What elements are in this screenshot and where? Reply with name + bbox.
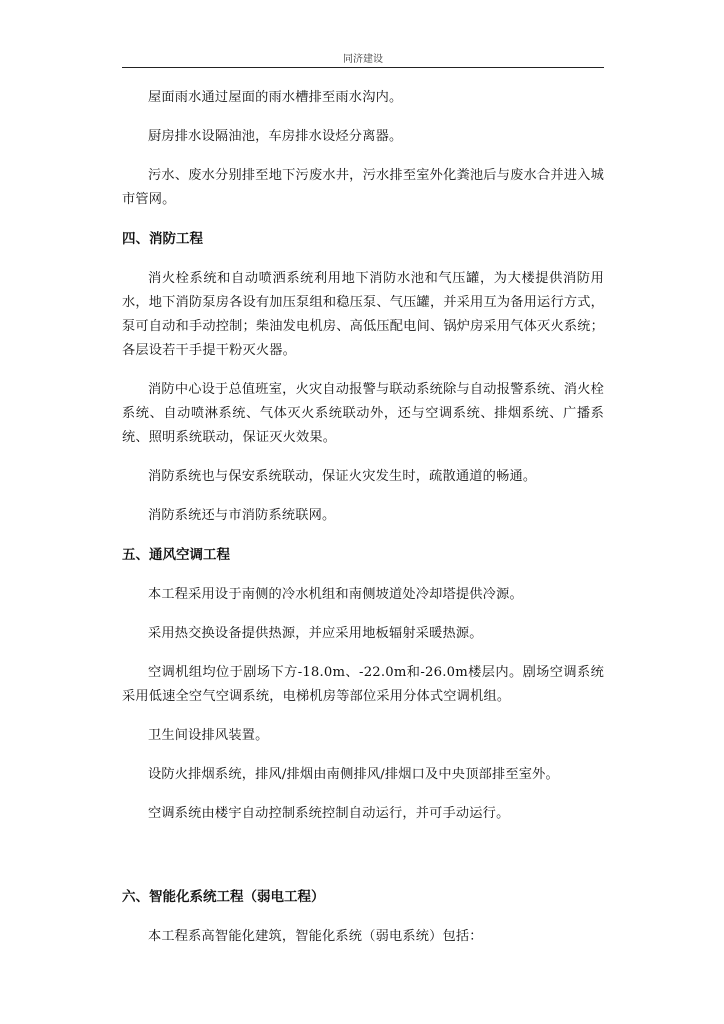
spacer [122, 841, 604, 877]
paragraph: 消防系统还与市消防系统联网。 [148, 508, 336, 523]
page-header-title: 同济建设 [343, 54, 383, 65]
paragraph: 屋面雨水通过屋面的雨水槽排至雨水沟内。 [148, 90, 403, 105]
document-body [122, 86, 604, 964]
paragraph: 消防中心设于总值班室，火灾自动报警与联动系统除与自动报警系统、消火栓系统、自动喷淋系统、气体灭火系统联动外，还与空调系统、排烟系统、广播系统、照明系统联动，保证灭火效果。 [122, 382, 604, 445]
section-heading-hvac: 五、通风空调工程 [122, 547, 230, 563]
paragraph: 空调系统由楼宇自动控制系统控制自动运行，并可手动运行。 [148, 806, 510, 821]
paragraph: 厨房排水设隔油池，车房排水设烃分离器。 [148, 129, 403, 144]
paragraph: 采用热交换设备提供热源，并应采用地板辐射采暖热源。 [148, 626, 483, 641]
paragraph: 空调机组均位于剧场下方-18.0m、-22.0m和-26.0m楼层内。剧场空调系统采用低速全空气空调系统，电梯机房等部位采用分体式空调机组。 [122, 665, 604, 704]
paragraph: 消防系统也与保安系统联动，保证火灾发生时，疏散通道的畅通。 [148, 469, 537, 484]
paragraph: 污水、废水分别排至地下污废水井，污水排至室外化粪池后与废水合并进入城市管网。 [122, 168, 604, 207]
section-heading-fire-protection: 四、消防工程 [122, 231, 203, 247]
paragraph: 本工程采用设于南侧的冷水机组和南侧坡道处冷却塔提供冷源。 [148, 587, 523, 602]
section-heading-intelligent-systems: 六、智能化系统工程（弱电工程） [122, 889, 325, 905]
paragraph: 设防火排烟系统，排风/排烟由南侧排风/排烟口及中央顶部排至室外。 [148, 767, 559, 782]
paragraph: 本工程系高智能化建筑，智能化系统（弱电系统）包括： [148, 929, 483, 944]
header-divider [122, 67, 604, 68]
paragraph: 消火栓系统和自动喷洒系统利用地下消防水池和气压罐，为大楼提供消防用水，地下消防泵房各设有加压泵组和稳压泵、气压罐，并采用互为备用运行方式，泵可自动和手动控制；柴油发电机房、高低压配电间、锅炉房采用气体灭火系统；各层设若干手提干粉灭火器。 [122, 271, 604, 358]
paragraph: 卫生间设排风装置。 [148, 728, 269, 743]
